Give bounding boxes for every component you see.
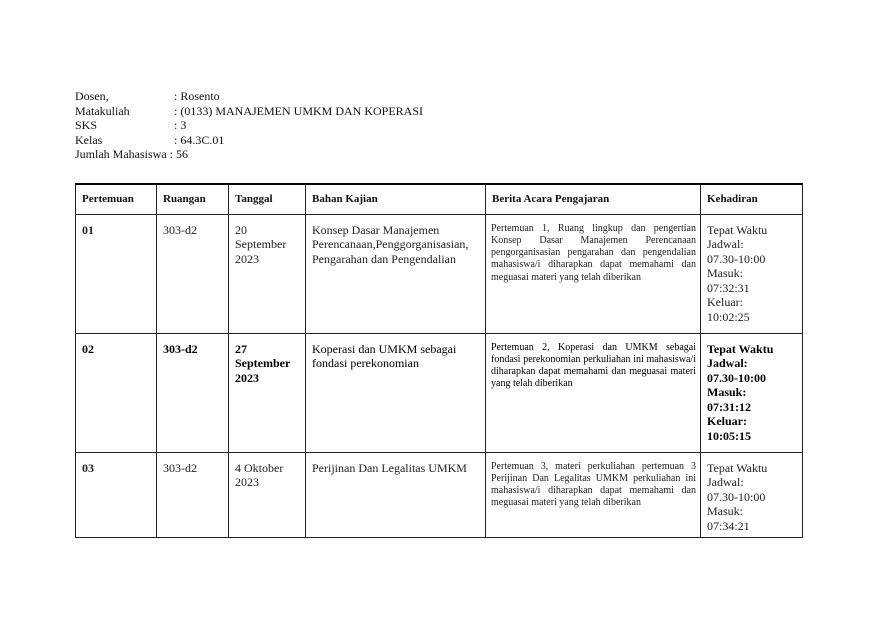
header-label: Matakuliah	[75, 103, 130, 118]
header-row-matakuliah	[75, 104, 423, 119]
kehadiran-status: Tepat Waktu	[707, 222, 768, 237]
header-row-dosen	[75, 89, 423, 104]
cell-berita-acara: Pertemuan 1, Ruang lingkup dan pengertian Konsep Dasar Manajemen Perencanaan pengorganisasian pengarahan dan pengendalian mahasiswa/i diharapkan dapat memahami dan meguasai materi yang telah diberikan	[486, 214, 701, 333]
cell-tanggal: 4 Oktober 2023	[229, 452, 306, 537]
table-header-row	[76, 184, 803, 214]
header-row-kelas	[75, 133, 423, 148]
cell-kehadiran	[701, 214, 803, 333]
cell-tanggal: 20 September 2023	[229, 214, 306, 333]
kehadiran-status: Tepat Waktu	[707, 341, 774, 356]
header-value: : (0133) MANAJEMEN UMKM DAN KOPERASI	[174, 103, 424, 118]
cell-pertemuan: 03	[76, 452, 157, 537]
table-row	[76, 333, 803, 452]
cell-tanggal: 27 September 2023	[229, 333, 306, 452]
kehadiran-keluar-value: 10:05:15	[707, 428, 751, 443]
cell-pertemuan: 02	[76, 333, 157, 452]
cell-ruangan: 303-d2	[157, 452, 229, 537]
cell-kehadiran	[701, 452, 803, 537]
kehadiran-keluar-label: Keluar:	[707, 295, 743, 309]
kehadiran-jadwal-label: Jadwal:	[707, 356, 748, 370]
kehadiran-masuk-label: Masuk:	[707, 266, 743, 280]
cell-berita-acara: Pertemuan 2, Koperasi dan UMKM sebagai fondasi perekonomian perkuliahan ini mahasiswa/i diharapkan dapat memahami dan meguasai materi yang telah diberikan	[486, 333, 701, 452]
header-value: : 3	[174, 118, 187, 132]
kehadiran-keluar-value: 10:02:25	[707, 309, 750, 324]
kehadiran-keluar-label: Keluar:	[707, 414, 747, 428]
cell-ruangan: 303-d2	[157, 214, 229, 333]
cell-bahan-kajian: Konsep Dasar Manajemen Perencanaan,Penggorganisasian, Pengarahan dan Pengendalian	[306, 214, 486, 333]
header-value: : 56	[169, 147, 188, 161]
cell-pertemuan: 01	[76, 214, 157, 333]
document-header	[75, 89, 423, 162]
cell-bahan-kajian: Koperasi dan UMKM sebagai fondasi perekonomian	[306, 333, 486, 452]
table-row	[76, 214, 803, 333]
kehadiran-status: Tepat Waktu	[707, 460, 768, 475]
header-label: Jumlah Mahasiswa	[75, 147, 167, 161]
header-label: Dosen,	[75, 89, 109, 103]
header-label: Kelas	[75, 132, 103, 147]
kehadiran-masuk-label: Masuk:	[707, 385, 747, 399]
kehadiran-masuk-value: 07:31:12	[707, 399, 751, 414]
header-row-jumlah-mahasiswa	[75, 147, 423, 162]
column-header-pertemuan: Pertemuan	[76, 184, 157, 214]
kehadiran-jadwal-value: 07.30-10:00	[707, 489, 766, 504]
kehadiran-masuk-value: 07:34:21	[707, 518, 750, 533]
kehadiran-jadwal-label: Jadwal:	[707, 237, 744, 251]
column-header-berita-acara: Berita Acara Pengajaran	[486, 184, 701, 214]
kehadiran-jadwal-label: Jadwal:	[707, 475, 744, 489]
cell-berita-acara: Pertemuan 3, materi perkuliahan pertemuan 3 Perijinan Dan Legalitas UMKM perkuliahan ini mahasiswa/i diharapkan dapat memahami dan meguasai materi yang telah diberikan	[486, 452, 701, 537]
header-value: : Rosento	[174, 89, 220, 103]
column-header-ruangan: Ruangan	[157, 184, 229, 214]
column-header-bahan-kajian: Bahan Kajian	[306, 184, 486, 214]
header-row-sks	[75, 118, 423, 133]
column-header-tanggal: Tanggal	[229, 184, 306, 214]
cell-ruangan: 303-d2	[157, 333, 229, 452]
cell-kehadiran	[701, 333, 803, 452]
kehadiran-jadwal-value: 07.30-10:00	[707, 251, 766, 266]
kehadiran-masuk-value: 07:32:31	[707, 280, 750, 295]
table-row	[76, 452, 803, 537]
kehadiran-jadwal-value: 07.30-10:00	[707, 370, 766, 385]
berita-acara-table	[75, 183, 803, 538]
header-value: : 64.3C.01	[174, 132, 225, 147]
header-label: SKS	[75, 118, 98, 132]
kehadiran-masuk-label: Masuk:	[707, 504, 743, 518]
column-header-kehadiran: Kehadiran	[701, 184, 803, 214]
cell-bahan-kajian: Perijinan Dan Legalitas UMKM	[306, 452, 486, 537]
